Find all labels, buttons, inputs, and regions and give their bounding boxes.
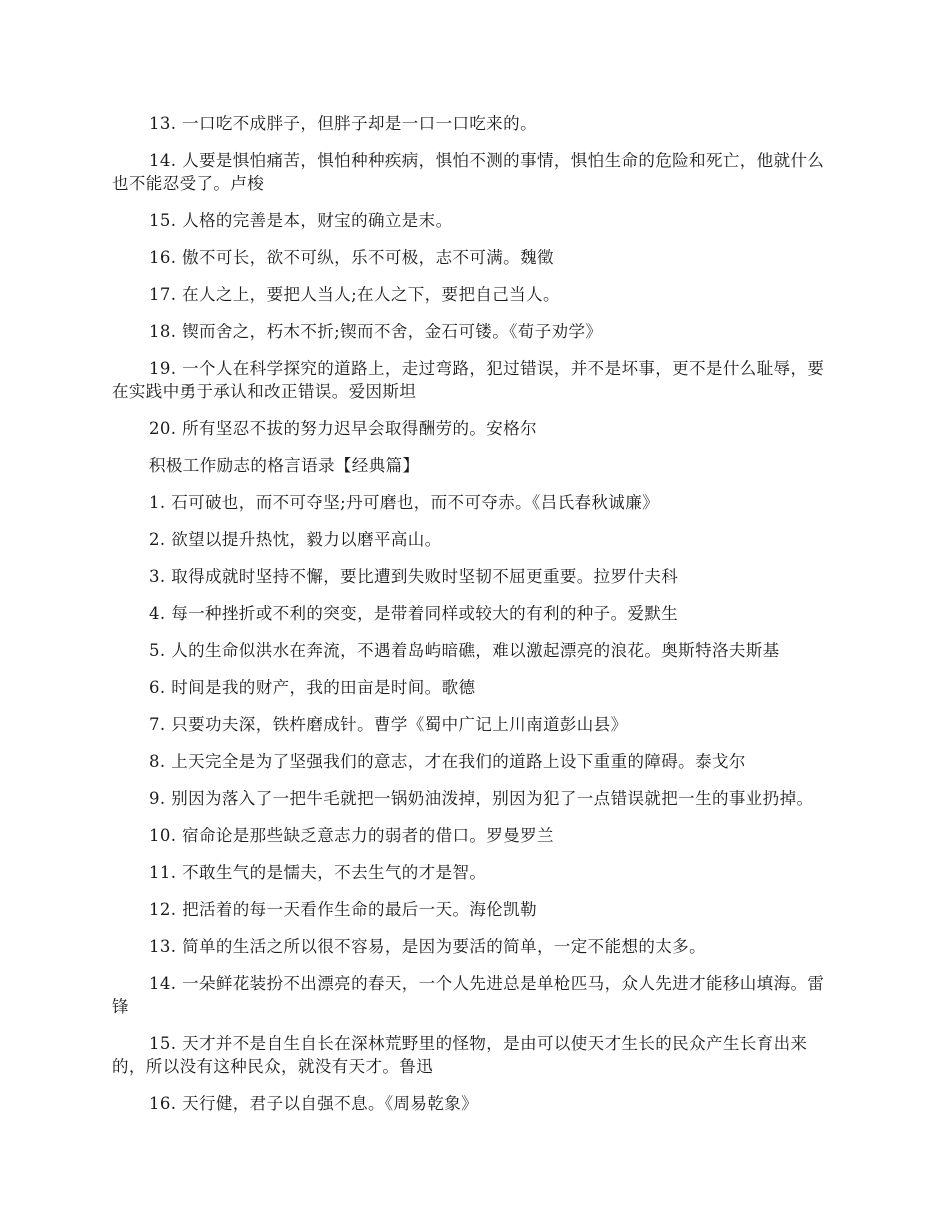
quote-paragraph: 18. 锲而舍之，朽木不折;锲而不舍，金石可镂。《荀子劝学》 [149,322,603,341]
quote-paragraph: 14. 一朵鲜花装扮不出漂亮的春天，一个人先进总是单枪匹马，众人先进才能移山填海。雷锋 [112,974,825,1016]
quote-paragraph: 3. 取得成就时坚持不懈，要比遭到失败时坚韧不屈更重要。拉罗什夫科 [149,567,679,586]
quote-paragraph: 11. 不敢生气的是懦夫，不去生气的才是智。 [149,863,487,882]
quote-paragraph: 1. 石可破也，而不可夺坚;丹可磨也，而不可夺赤。《吕氏春秋诚廉》 [149,493,659,512]
quote-paragraph: 19. 一个人在科学探究的道路上，走过弯路，犯过错误，并不是坏事，更不是什么耻辱，要在实践中勇于承认和改正错误。爱因斯坦 [112,359,825,401]
quote-paragraph: 12. 把活着的每一天看作生命的最后一天。海伦凯勒 [149,900,537,919]
quote-paragraph: 13. 一口吃不成胖子，但胖子却是一口一口吃来的。 [149,114,537,133]
section-heading: 积极工作励志的格言语录【经典篇】 [149,456,420,475]
quote-paragraph: 4. 每一种挫折或不利的突变，是带着同样或较大的有利的种子。爱默生 [149,604,679,623]
document-body [112,112,838,1129]
quote-paragraph: 5. 人的生命似洪水在奔流，不遇着岛屿暗礁，难以激起漂亮的浪花。奥斯特洛夫斯基 [149,641,780,660]
quote-paragraph: 15. 人格的完善是本，财宝的确立是末。 [149,211,453,230]
quote-paragraph: 10. 宿命论是那些缺乏意志力的弱者的借口。罗曼罗兰 [149,826,554,845]
quote-paragraph: 17. 在人之上，要把人当人;在人之下，要把自己当人。 [149,285,560,304]
quote-paragraph: 6. 时间是我的财产，我的田亩是时间。歌德 [149,678,476,697]
quote-paragraph: 20. 所有坚忍不拔的努力迟早会取得酬劳的。安格尔 [149,419,537,438]
quote-paragraph: 8. 上天完全是为了坚强我们的意志，才在我们的道路上设下重重的障碍。泰戈尔 [149,752,746,771]
quote-paragraph: 16. 傲不可长，欲不可纵，乐不可极，志不可满。魏徵 [149,248,554,267]
quote-paragraph: 7. 只要功夫深，铁杵磨成针。曹学《蜀中广记上川南道彭山县》 [149,715,628,734]
quote-paragraph: 16. 天行健，君子以自强不息。《周易乾象》 [149,1094,479,1113]
quote-paragraph: 14. 人要是惧怕痛苦，惧怕种种疾病，惧怕不测的事情，惧怕生命的危险和死亡，他就什么也不能忍受了。卢梭 [112,151,825,193]
quote-paragraph: 13. 简单的生活之所以很不容易，是因为要活的简单，一定不能想的太多。 [149,937,706,956]
quote-paragraph: 2. 欲望以提升热忱，毅力以磨平高山。 [149,530,442,549]
quote-paragraph: 9. 别因为落入了一把牛毛就把一锅奶油泼掉，别因为犯了一点错误就把一生的事业扔掉。 [149,789,814,808]
quote-paragraph: 15. 天才并不是自生自长在深林荒野里的怪物，是由可以使天才生长的民众产生长育出来的，所以没有这种民众，就没有天才。鲁迅 [112,1034,808,1076]
